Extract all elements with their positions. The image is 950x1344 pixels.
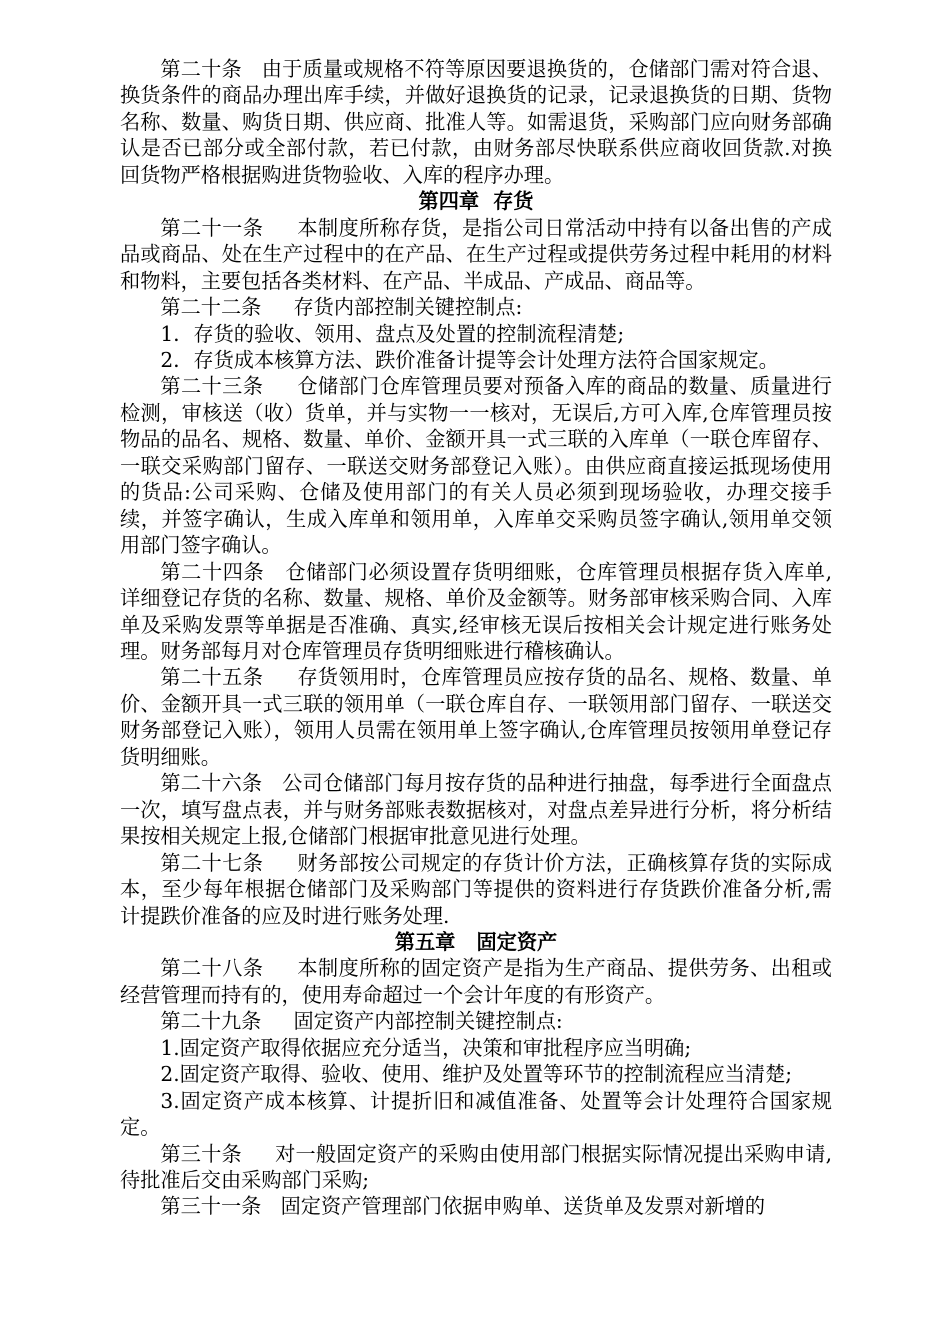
paragraph bbox=[120, 559, 832, 665]
paragraph-text: 公司仓储部门每月按存货的品种进行抽盘，每季进行全面盘点一次，填写盘点表，并与财务部账表数据核对，对盘点差异进行分析，将分析结果按相关规定上报,仓储部门根据审批意见进行处理。 bbox=[120, 771, 832, 849]
paragraph-text: 3.固定资产成本核算、计提折旧和减值准备、处置等会计处理符合国家规定。 bbox=[120, 1088, 832, 1140]
article-spacer bbox=[263, 851, 297, 875]
paragraph bbox=[120, 1008, 832, 1034]
paragraph bbox=[120, 321, 832, 347]
paragraph-text: 本制度所称的固定资产是指为生产商品、提供劳务、出租或经营管理而持有的，使用寿命超过一个会计年度的有形资产。 bbox=[120, 956, 832, 1007]
paragraph-text: 1．存货的验收、领用、盘点及处置的控制流程清楚; bbox=[160, 321, 625, 346]
paragraph-text: 对一般固定资产的采购由使用部门根据实际情况提出采购申请,待批准后交由采购部门采购; bbox=[120, 1141, 832, 1193]
paragraph-text: 固定资产管理部门依据申购单、送货单及发票对新增的 bbox=[280, 1194, 766, 1219]
paragraph-text: 仓储部门仓库管理员要对预备入库的商品的数量、质量进行检测，审核送（收）货单，并与实物一一核对，无误后,方可入库,仓库管理员按物品的品名、规格、数量、单价、金额开具一式三联的入库单（一联仓库留存、一联交采购部门留存、一联送交财务部登记入账）。由供应商直接运抵现场使用的货品:公司采购、仓储及使用部门的有关人员必须到现场验收，办理交接手续，并签字确认，生成入库单和领用单，入库单交采购员签字确认,领用单交领用部门签字确认。 bbox=[120, 374, 832, 558]
paragraph-text: 固定资产内部控制关键控制点: bbox=[293, 1009, 563, 1034]
article-number: 第二十一条 bbox=[160, 215, 264, 240]
article-spacer bbox=[261, 295, 293, 319]
paragraph bbox=[120, 56, 832, 188]
paragraph bbox=[120, 664, 832, 770]
article-spacer bbox=[261, 1194, 280, 1218]
paragraph-text: 财务部按公司规定的存货计价方法，正确核算存货的实际成本，至少每年根据仓储部门及采购部门等提供的资料进行存货跌价准备分析,需计提跌价准备的应及时进行账务处理. bbox=[120, 850, 832, 928]
article-number: 第二十七条 bbox=[160, 850, 264, 875]
paragraph-text: 2.固定资产取得、验收、使用、维护及处置等环节的控制流程应当清楚; bbox=[160, 1062, 793, 1087]
article-number: 第二十条 bbox=[160, 57, 242, 81]
paragraph-text: 本制度所称存货，是指公司日常活动中持有以备出售的产成品或商品、处在生产过程中的在产品、在生产过程或提供劳务过程中耗用的材料和物料，主要包括各类材料、在产品、半成品、产成品、商品等。 bbox=[120, 215, 832, 293]
paragraph-text: 由于质量或规格不符等原因要退换货的，仓储部门需对符合退、换货条件的商品办理出库手续，并做好退换货的记录，记录退换货的日期、货物名称、数量、购货日期、供应商、批准人等。如需退货，采购部门应向财务部确认是否已部分或全部付款，若已付款，由财务部尽快联系供应商收回货款.对换回货物严格根据购进货物验收、入库的程序办理。 bbox=[120, 57, 832, 187]
article-spacer bbox=[263, 374, 297, 398]
article-spacer bbox=[263, 216, 297, 240]
paragraph bbox=[120, 1193, 832, 1219]
article-number: 第二十九条 bbox=[160, 1009, 262, 1034]
article-spacer bbox=[262, 771, 282, 795]
document-page bbox=[120, 56, 832, 1220]
article-spacer bbox=[263, 956, 297, 980]
paragraph-text: 存货内部控制关键控制点: bbox=[293, 295, 523, 320]
paragraph bbox=[120, 770, 832, 849]
paragraph-text: 仓储部门必须设置存货明细账，仓库管理员根据存货入库单,详细登记存货的名称、数量、规格、单价及金额等。财务部审核采购合同、入库单及采购发票等单据是否准确、真实,经审核无误后按相关会计规定进行账务处理。财务部每月对仓库管理员存货明细账进行稽核确认。 bbox=[120, 559, 832, 663]
chapter-heading: 第五章 固定资产 bbox=[394, 929, 558, 954]
paragraph-text: 1.固定资产取得依据应充分适当，决策和审批程序应当明确; bbox=[160, 1035, 692, 1060]
article-number: 第二十八条 bbox=[160, 956, 264, 981]
article-spacer bbox=[242, 57, 262, 81]
paragraph bbox=[120, 955, 832, 1008]
paragraph bbox=[120, 850, 832, 929]
article-number: 第二十二条 bbox=[160, 295, 262, 320]
paragraph bbox=[120, 1088, 832, 1141]
article-number: 第三十条 bbox=[160, 1141, 242, 1166]
article-number: 第三十一条 bbox=[160, 1194, 262, 1219]
paragraph bbox=[120, 373, 832, 558]
article-spacer bbox=[263, 665, 297, 689]
paragraph bbox=[120, 347, 832, 373]
article-number: 第二十五条 bbox=[160, 665, 264, 690]
article-number: 第二十三条 bbox=[160, 374, 264, 399]
article-number: 第二十六条 bbox=[160, 771, 263, 796]
paragraph bbox=[120, 215, 832, 294]
article-spacer bbox=[242, 1142, 275, 1166]
paragraph bbox=[120, 1061, 832, 1087]
paragraph bbox=[120, 1035, 832, 1061]
chapter-heading: 第四章 存货 bbox=[418, 189, 534, 214]
article-spacer bbox=[261, 1009, 293, 1033]
paragraph-text: 存货领用时，仓库管理员应按存货的品名、规格、数量、单价、金额开具一式三联的领用单（一联仓库自存、一联领用部门留存、一联送交财务部登记入账），领用人员需在领用单上签字确认,仓库管理员按领用单登记存货明细账。 bbox=[120, 665, 832, 769]
article-spacer bbox=[264, 560, 285, 584]
paragraph bbox=[120, 1141, 832, 1194]
paragraph bbox=[120, 294, 832, 320]
article-number: 第二十四条 bbox=[160, 559, 265, 584]
paragraph-text: 2．存货成本核算方法、跌价准备计提等会计处理方法符合国家规定。 bbox=[160, 347, 779, 372]
